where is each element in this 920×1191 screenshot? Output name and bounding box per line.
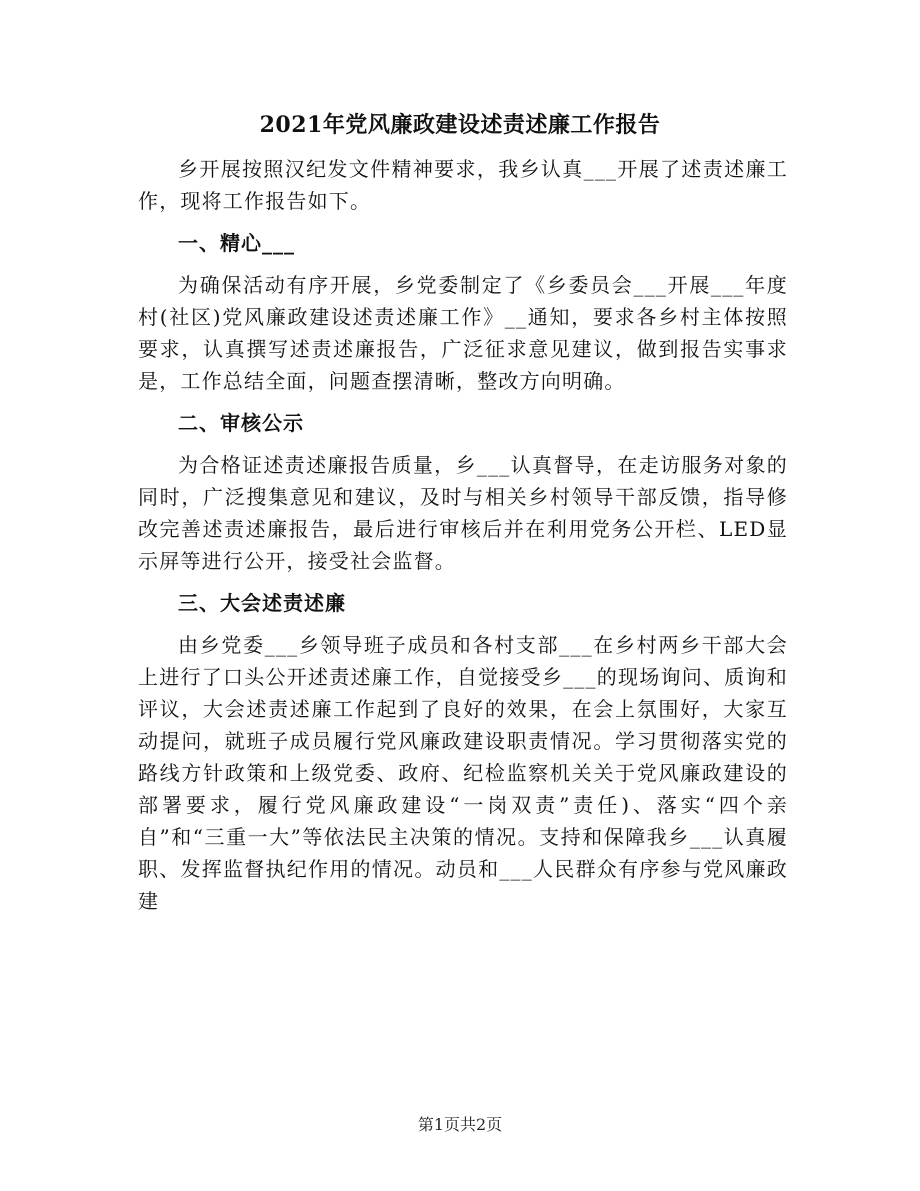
section-heading-1: 一、精心___	[178, 231, 295, 255]
section-heading-2: 二、审核公示	[178, 411, 304, 435]
section-paragraph-2: 为合格证述责述廉报告质量，乡___认真督导，在走访服务对象的同时，广泛搜集意见和建议，及时与相关乡村领导干部反馈，指导修改完善述责述廉报告，最后进行审核后并在利用党务公开栏、LED显示屏等进行公开，接受社会监督。	[138, 453, 788, 573]
document-title: 2021年党风廉政建设述责述廉工作报告	[259, 112, 661, 138]
intro-paragraph: 乡开展按照汉纪发文件精神要求，我乡认真___开展了述责述廉工作，现将工作报告如下。	[138, 157, 788, 213]
section-paragraph-1: 为确保活动有序开展，乡党委制定了《乡委员会___开展___年度村(社区)党风廉政建设述责述廉工作》__通知，要求各乡村主体按照要求，认真撰写述责述廉报告，广泛征求意见建议，做到报告实事求是，工作总结全面，问题查摆清晰，整改方向明确。	[138, 273, 788, 393]
section-paragraph-3: 由乡党委___乡领导班子成员和各村支部___在乡村两乡干部大会上进行了口头公开述责述廉工作，自觉接受乡___的现场询问、质询和评议，大会述责述廉工作起到了良好的效果，在会上氛围好，大家互动提问，就班子成员履行党风廉政建设职责情况。学习贯彻落实党的路线方针政策和上级党委、政府、纪检监察机关关于党风廉政建设的部署要求，履行党风廉政建设“一岗双责”责任)、落实“四个亲自”和“三重一大”等依法民主决策的情况。支持和保障我乡___认真履职、发挥监督执纪作用的情况。动员和___人民群众有序参与党风廉政建	[138, 633, 788, 913]
section-heading-3: 三、大会述责述廉	[178, 591, 346, 615]
page-indicator: 第1页共2页	[417, 1115, 503, 1134]
document-body	[138, 153, 788, 927]
